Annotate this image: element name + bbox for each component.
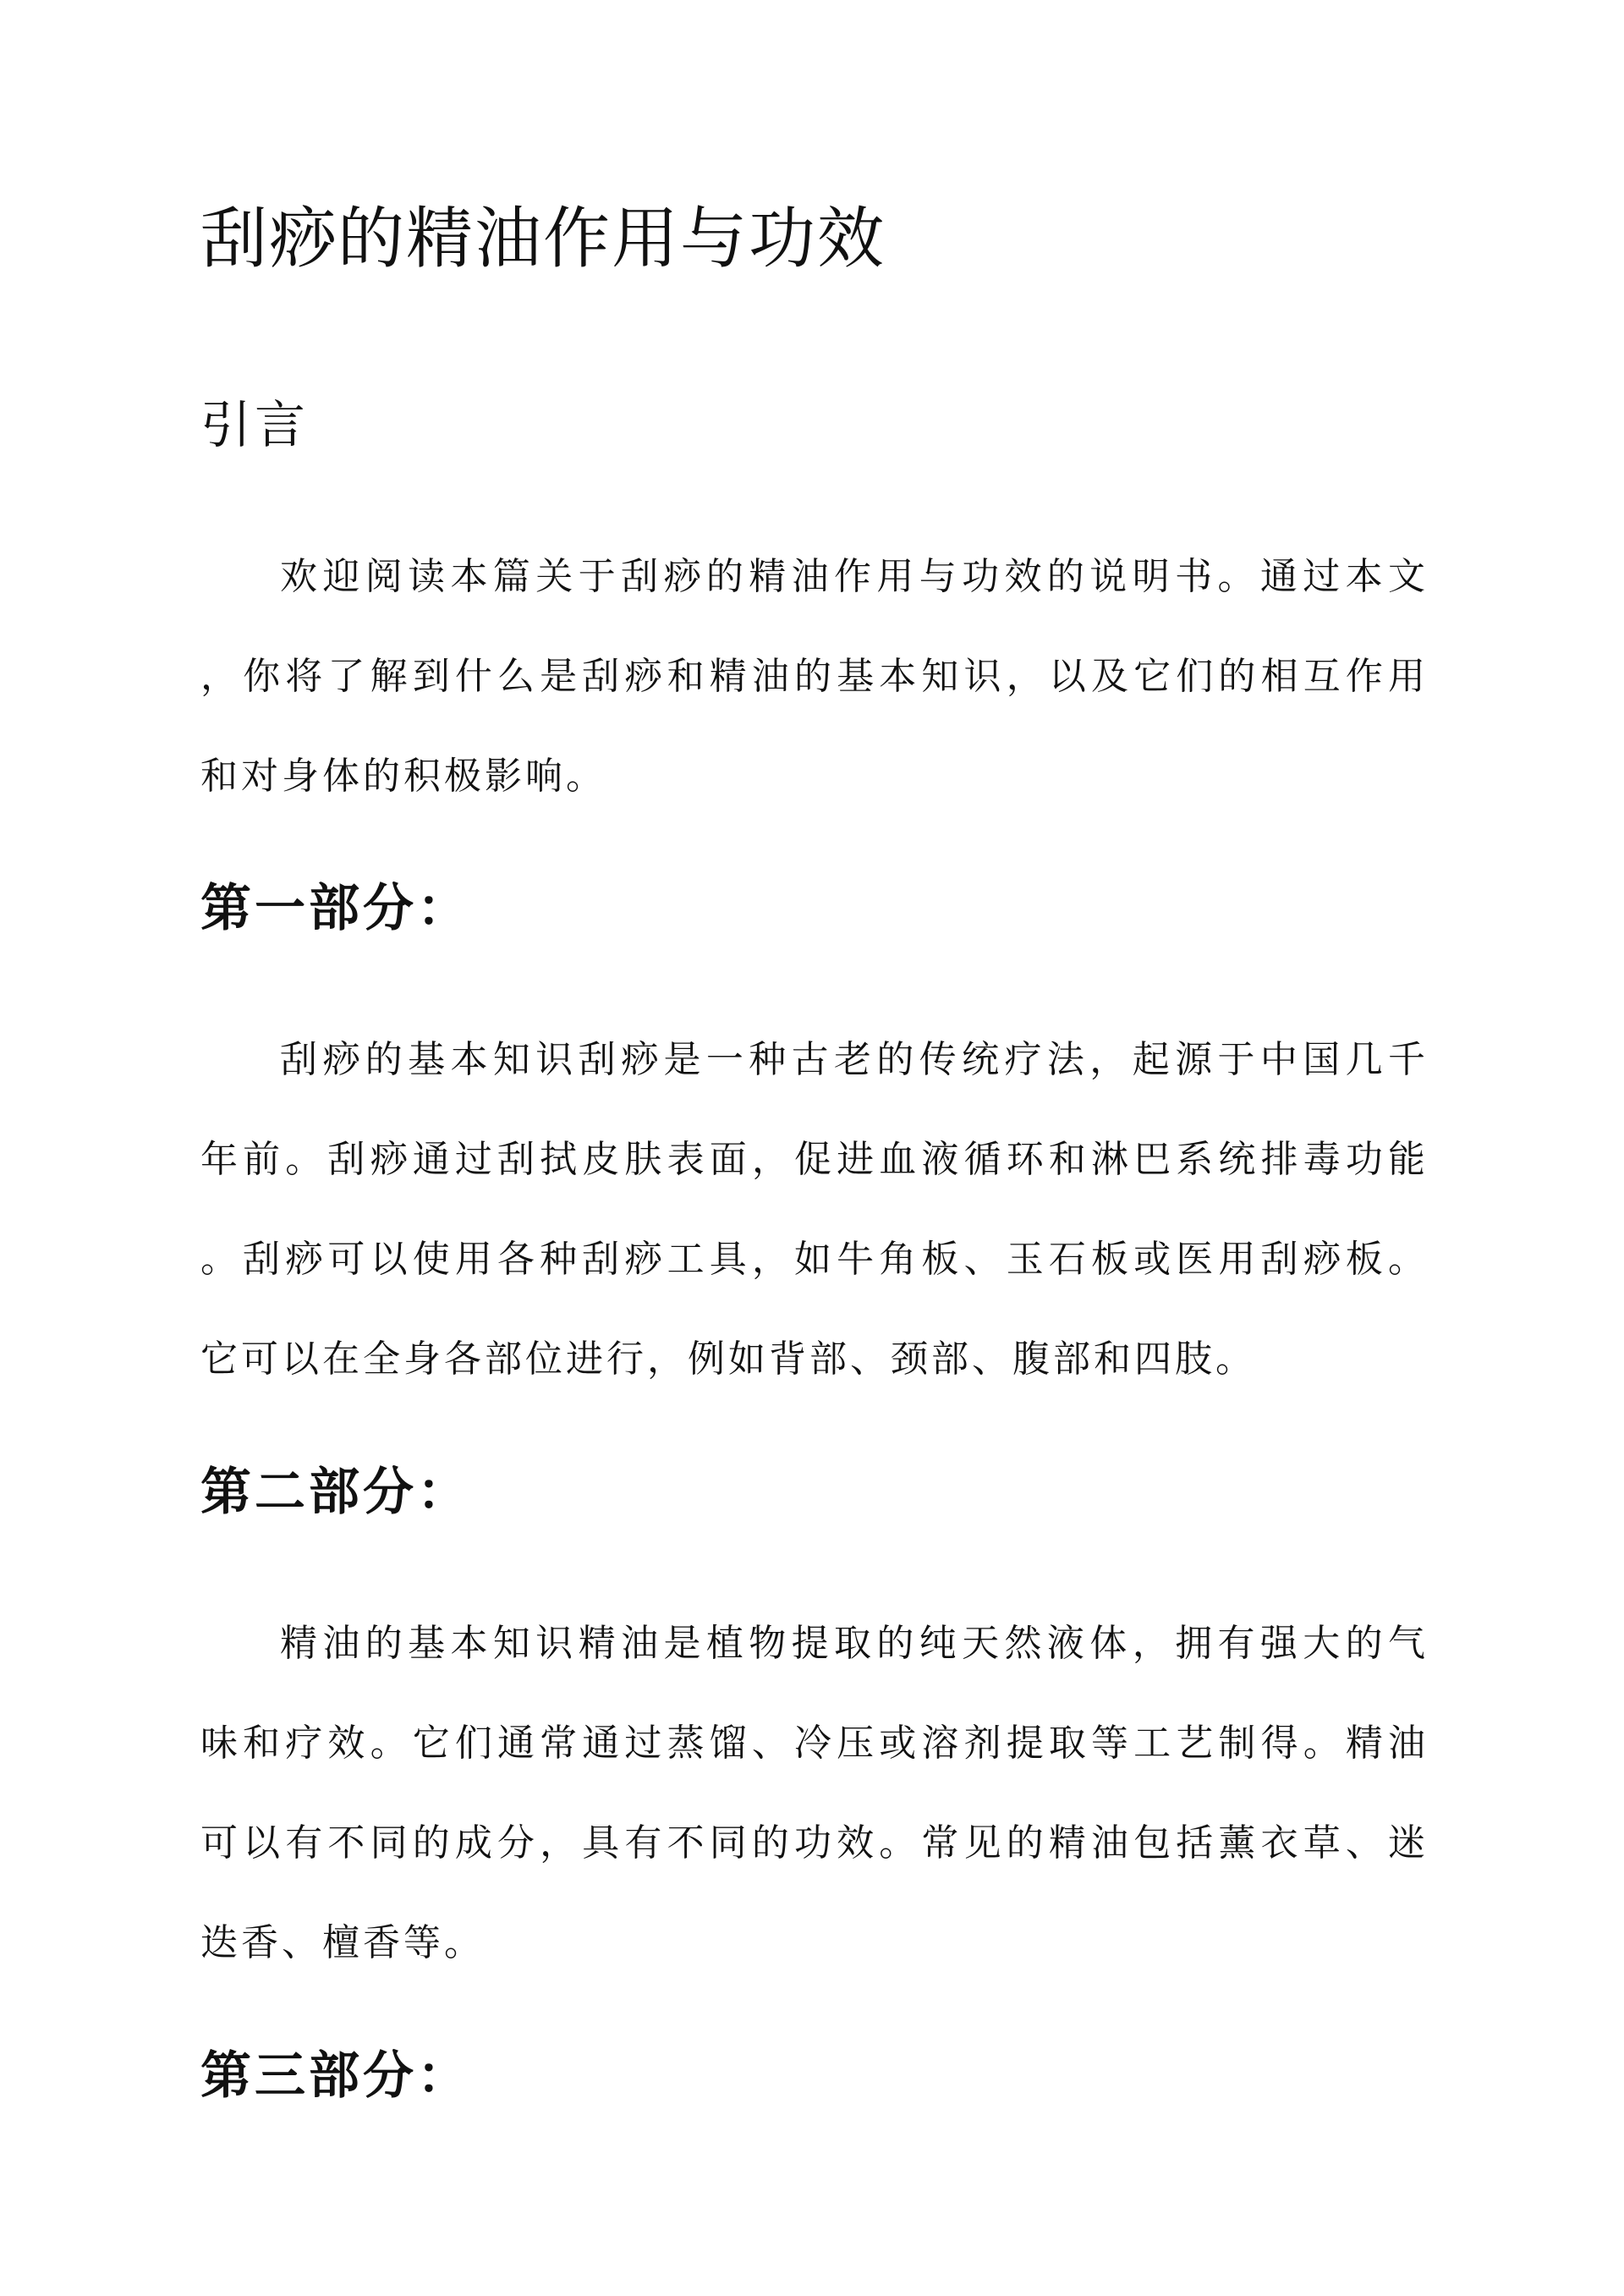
paragraph-line: 欢迎阅读本篇关于刮痧的精油作用与功效的说明书。通过本文 bbox=[280, 555, 1425, 598]
paragraph-line: 刮痧的基本知识刮痧是一种古老的传统疗法，起源于中国几千 bbox=[280, 1038, 1425, 1081]
paragraph-line: 味和疗效。它们通常通过蒸馏、冷压或溶剂提取等工艺制得。精油 bbox=[200, 1722, 1425, 1765]
paragraph-line: 它可以在全身各部位进行，例如背部、颈部、腹部和四肢。 bbox=[200, 1338, 1256, 1381]
document-title: 刮痧的精油作用与功效 bbox=[200, 200, 886, 277]
section-heading-part-2: 第二部分： bbox=[200, 1463, 471, 1522]
paragraph-line: 迭香、檀香等。 bbox=[200, 1921, 485, 1964]
section-heading-part-3: 第三部分： bbox=[200, 2046, 471, 2106]
paragraph-line: 年前。刮痧通过刮拭皮肤表面，促进血液循环和淋巴系统排毒功能 bbox=[200, 1138, 1425, 1181]
section-heading-part-1: 第一部分： bbox=[200, 879, 471, 938]
paragraph-line: 和对身体的积极影响。 bbox=[200, 755, 606, 798]
section-heading-intro: 引言 bbox=[200, 396, 309, 455]
paragraph-line: 。刮痧可以使用各种刮痧工具，如牛角板、玉石板或医用刮痧板。 bbox=[200, 1238, 1425, 1281]
paragraph-line: 可以有不同的成分，具有不同的功效。常见的精油包括薰衣草、迷 bbox=[200, 1821, 1425, 1865]
paragraph-line: ，你将了解到什么是刮痧和精油的基本知识，以及它们的相互作用 bbox=[200, 655, 1425, 698]
paragraph-line: 精油的基本知识精油是植物提取的纯天然液体，拥有强大的气 bbox=[280, 1622, 1425, 1665]
